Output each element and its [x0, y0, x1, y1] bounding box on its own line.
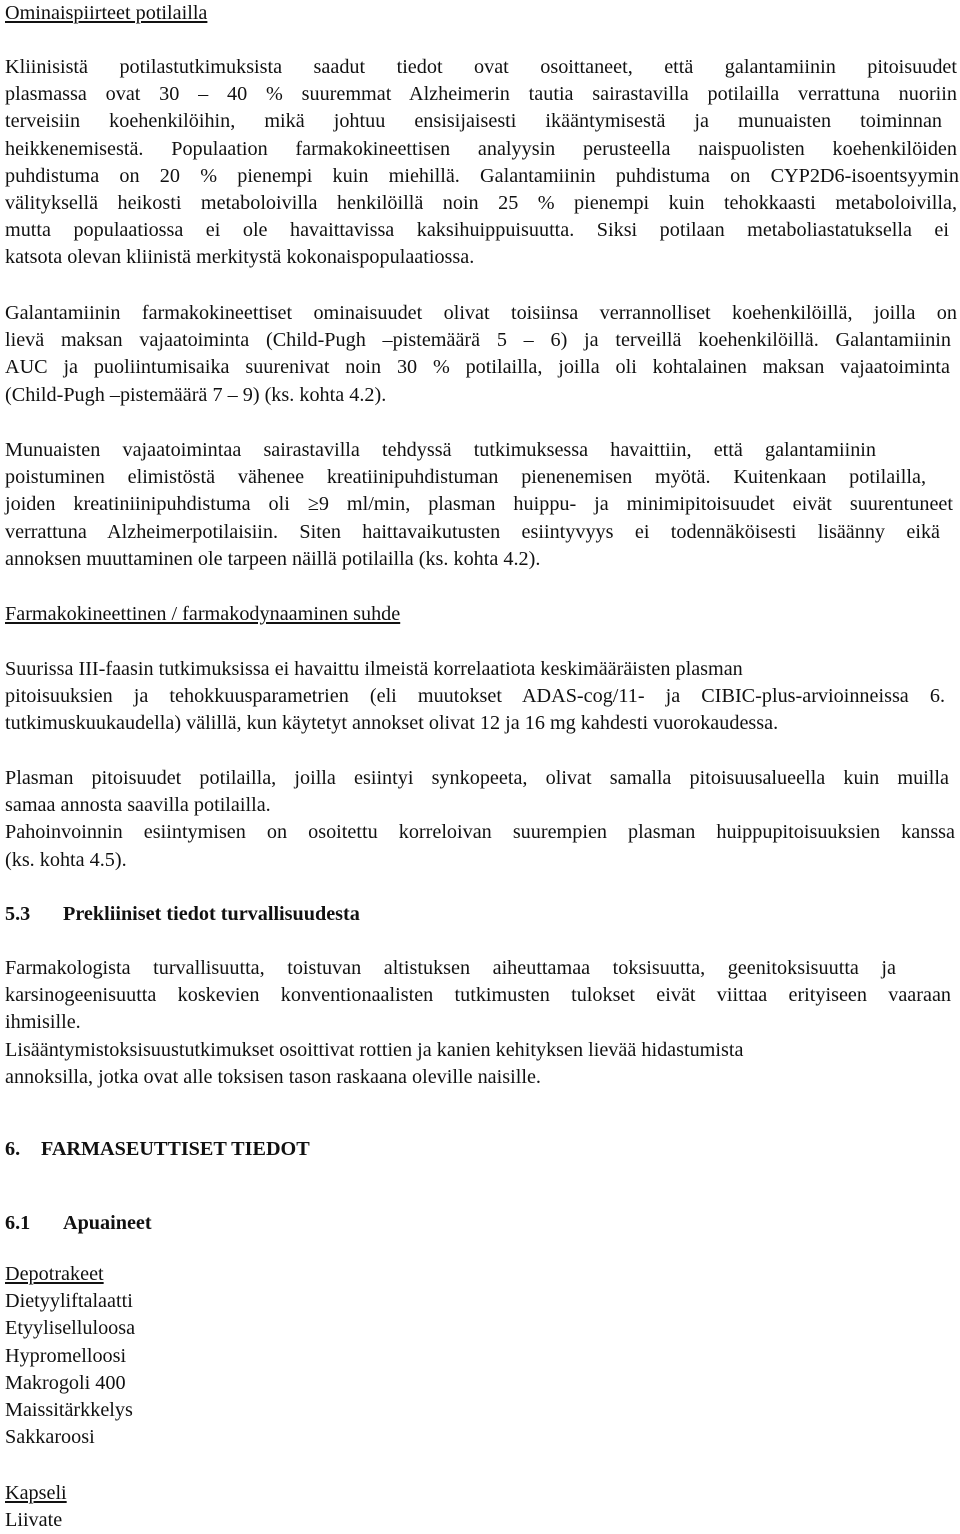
- paragraph-5: [5, 765, 957, 874]
- heading-title: FARMASEUTTISET TIEDOT: [41, 1138, 310, 1160]
- paragraph-line: (Child-Pugh –pistemäärä 7 – 9) (ks. kohta 4.2).: [5, 383, 387, 406]
- paragraph-line: Munuaisten vajaatoimintaa sairastavilla tehdyssä tutkimuksessa havaittiin, että galantamiinin: [5, 439, 876, 461]
- paragraph-6: [5, 955, 957, 1091]
- section-header-pk-pd: Farmakokineettinen / farmakodynaaminen suhde: [5, 603, 401, 625]
- kapseli-list: [5, 1480, 67, 1534]
- paragraph-line: heikkenemisestä. Populaation farmakokineettisen analyysin perusteella naispuolisten koehenkilöiden: [5, 137, 957, 160]
- paragraph-line: karsinogeenisuutta koskevien konventionaalisten tutkimusten tulokset eivät viittaa erityiseen vaaraan: [5, 984, 951, 1007]
- heading-6: [5, 1136, 310, 1163]
- list-item: Hypromelloosi: [5, 1344, 127, 1367]
- paragraph-line: Suurissa III-faasin tutkimuksissa ei havaittu ilmeistä korrelaatiota keskimääräisten plasman: [5, 658, 743, 680]
- paragraph-line: ihmisille.: [5, 1011, 81, 1034]
- heading-title: Prekliiniset tiedot turvallisuudesta: [63, 903, 360, 925]
- paragraph-line: verrattuna Alzheimerpotilaisiin. Siten haittavaikutusten esiintyvyys ei todennäköisesti lisäänny eikä: [5, 520, 940, 543]
- paragraph-line: Galantamiinin farmakokineettiset ominaisuudet olivat toisiinsa verrannolliset koehenkilöillä, joilla on: [5, 302, 957, 324]
- paragraph-line: annoksilla, jotka ovat alle toksisen tason raskaana oleville naisille.: [5, 1065, 541, 1088]
- paragraph-line: joiden kreatiniinipuhdistuma oli ≥9 ml/min, plasman huippu- ja minimipitoisuudet eivät suurentuneet: [5, 493, 953, 516]
- paragraph-line: Plasman pitoisuudet potilailla, joilla esiintyi synkopeeta, olivat samalla pitoisuusalueella kuin muilla: [5, 767, 949, 789]
- paragraph-line: Pahoinvoinnin esiintymisen on osoitettu korreloivan suurempien plasman huippupitoisuuksien kanssa: [5, 821, 955, 844]
- paragraph-line: annoksen muuttaminen ole tarpeen näillä potilailla (ks. kohta 4.2).: [5, 547, 541, 570]
- paragraph-line: lievä maksan vajaatoiminta (Child-Pugh –pistemäärä 5 – 6) ja terveillä koehenkilöillä. Galantamiinin: [5, 329, 951, 352]
- paragraph-line: plasmassa ovat 30 – 40 % suuremmat Alzheimerin tautia sairastavilla potilailla verrattuna nuoriin: [5, 83, 957, 106]
- list-item: Etyyliselluloosa: [5, 1317, 136, 1340]
- list-item: Makrogoli 400: [5, 1371, 126, 1394]
- paragraph-line: tutkimuskuukaudella) välillä, kun käytetyt annokset olivat 12 ja 16 mg kahdesti vuorokaudessa.: [5, 712, 779, 735]
- paragraph-line: pitoisuuksien ja tehokkuusparametrien (eli muutokset ADAS-cog/11- ja CIBIC-plus-arvioinneissa 6.: [5, 685, 945, 708]
- paragraph-line: Lisääntymistoksisuustutkimukset osoittivat rottien ja kanien kehityksen lievää hidastumista: [5, 1038, 744, 1061]
- list-header: Depotrakeet: [5, 1263, 104, 1285]
- heading-number: 6.1: [5, 1212, 31, 1234]
- heading-5-3: [5, 901, 360, 928]
- paragraph-4: [5, 656, 957, 738]
- depotrakeet-list: [5, 1261, 135, 1451]
- paragraph-line: terveisiin koehenkilöihin, mikä johtuu ensisijaisesti ikääntymisestä ja munuaisten toiminnan: [5, 110, 942, 133]
- paragraph-line: mutta populaatiossa ei ole havaittavissa kaksihuippuisuutta. Siksi potilaan metaboliastatuksella ei: [5, 219, 949, 242]
- list-item: Liivate: [5, 1509, 63, 1532]
- paragraph-line: Kliinisistä potilastutkimuksista saadut tiedot ovat osoittaneet, että galantamiinin pitoisuudet: [5, 56, 957, 78]
- paragraph-line: samaa annosta saavilla potilailla.: [5, 794, 271, 817]
- paragraph-line: Farmakologista turvallisuutta, toistuvan altistuksen aiheuttamaa toksisuutta, geenitoksisuutta ja: [5, 957, 896, 979]
- paragraph-line: katsota olevan kliinistä merkitystä kokonaispopulaatiossa.: [5, 246, 475, 269]
- paragraph-line: puhdistuma on 20 % pienempi kuin miehillä. Galantamiinin puhdistuma on CYP2D6-isoentsyymin: [5, 164, 959, 187]
- heading-number: 5.3: [5, 903, 31, 925]
- paragraph-1: [5, 54, 957, 272]
- paragraph-2: [5, 300, 957, 409]
- paragraph-line: poistuminen elimistöstä vähenee kreatiinipuhdistuman pienenemisen myötä. Kuitenkaan potilailla,: [5, 466, 926, 489]
- list-item: Sakkaroosi: [5, 1426, 95, 1449]
- heading-6-1: [5, 1210, 152, 1237]
- heading-title: Apuaineet: [63, 1212, 152, 1234]
- list-header: Kapseli: [5, 1482, 67, 1504]
- paragraph-line: (ks. kohta 4.5).: [5, 848, 127, 871]
- paragraph-line: välityksellä heikosti metaboloivilla henkilöillä noin 25 % pienempi kuin tehokkaasti metaboloivilla,: [5, 191, 957, 214]
- paragraph-line: AUC ja puoliintumisaika suurenivat noin 30 % potilailla, joilla oli kohtalainen maksan vajaatoiminta: [5, 356, 950, 379]
- list-item: Dietyyliftalaatti: [5, 1290, 133, 1313]
- heading-number: 6.: [5, 1138, 21, 1160]
- paragraph-3: [5, 437, 957, 573]
- section-header-ominaispiirteet: Ominaispiirteet potilailla: [5, 2, 208, 24]
- list-item: Maissitärkkelys: [5, 1398, 133, 1421]
